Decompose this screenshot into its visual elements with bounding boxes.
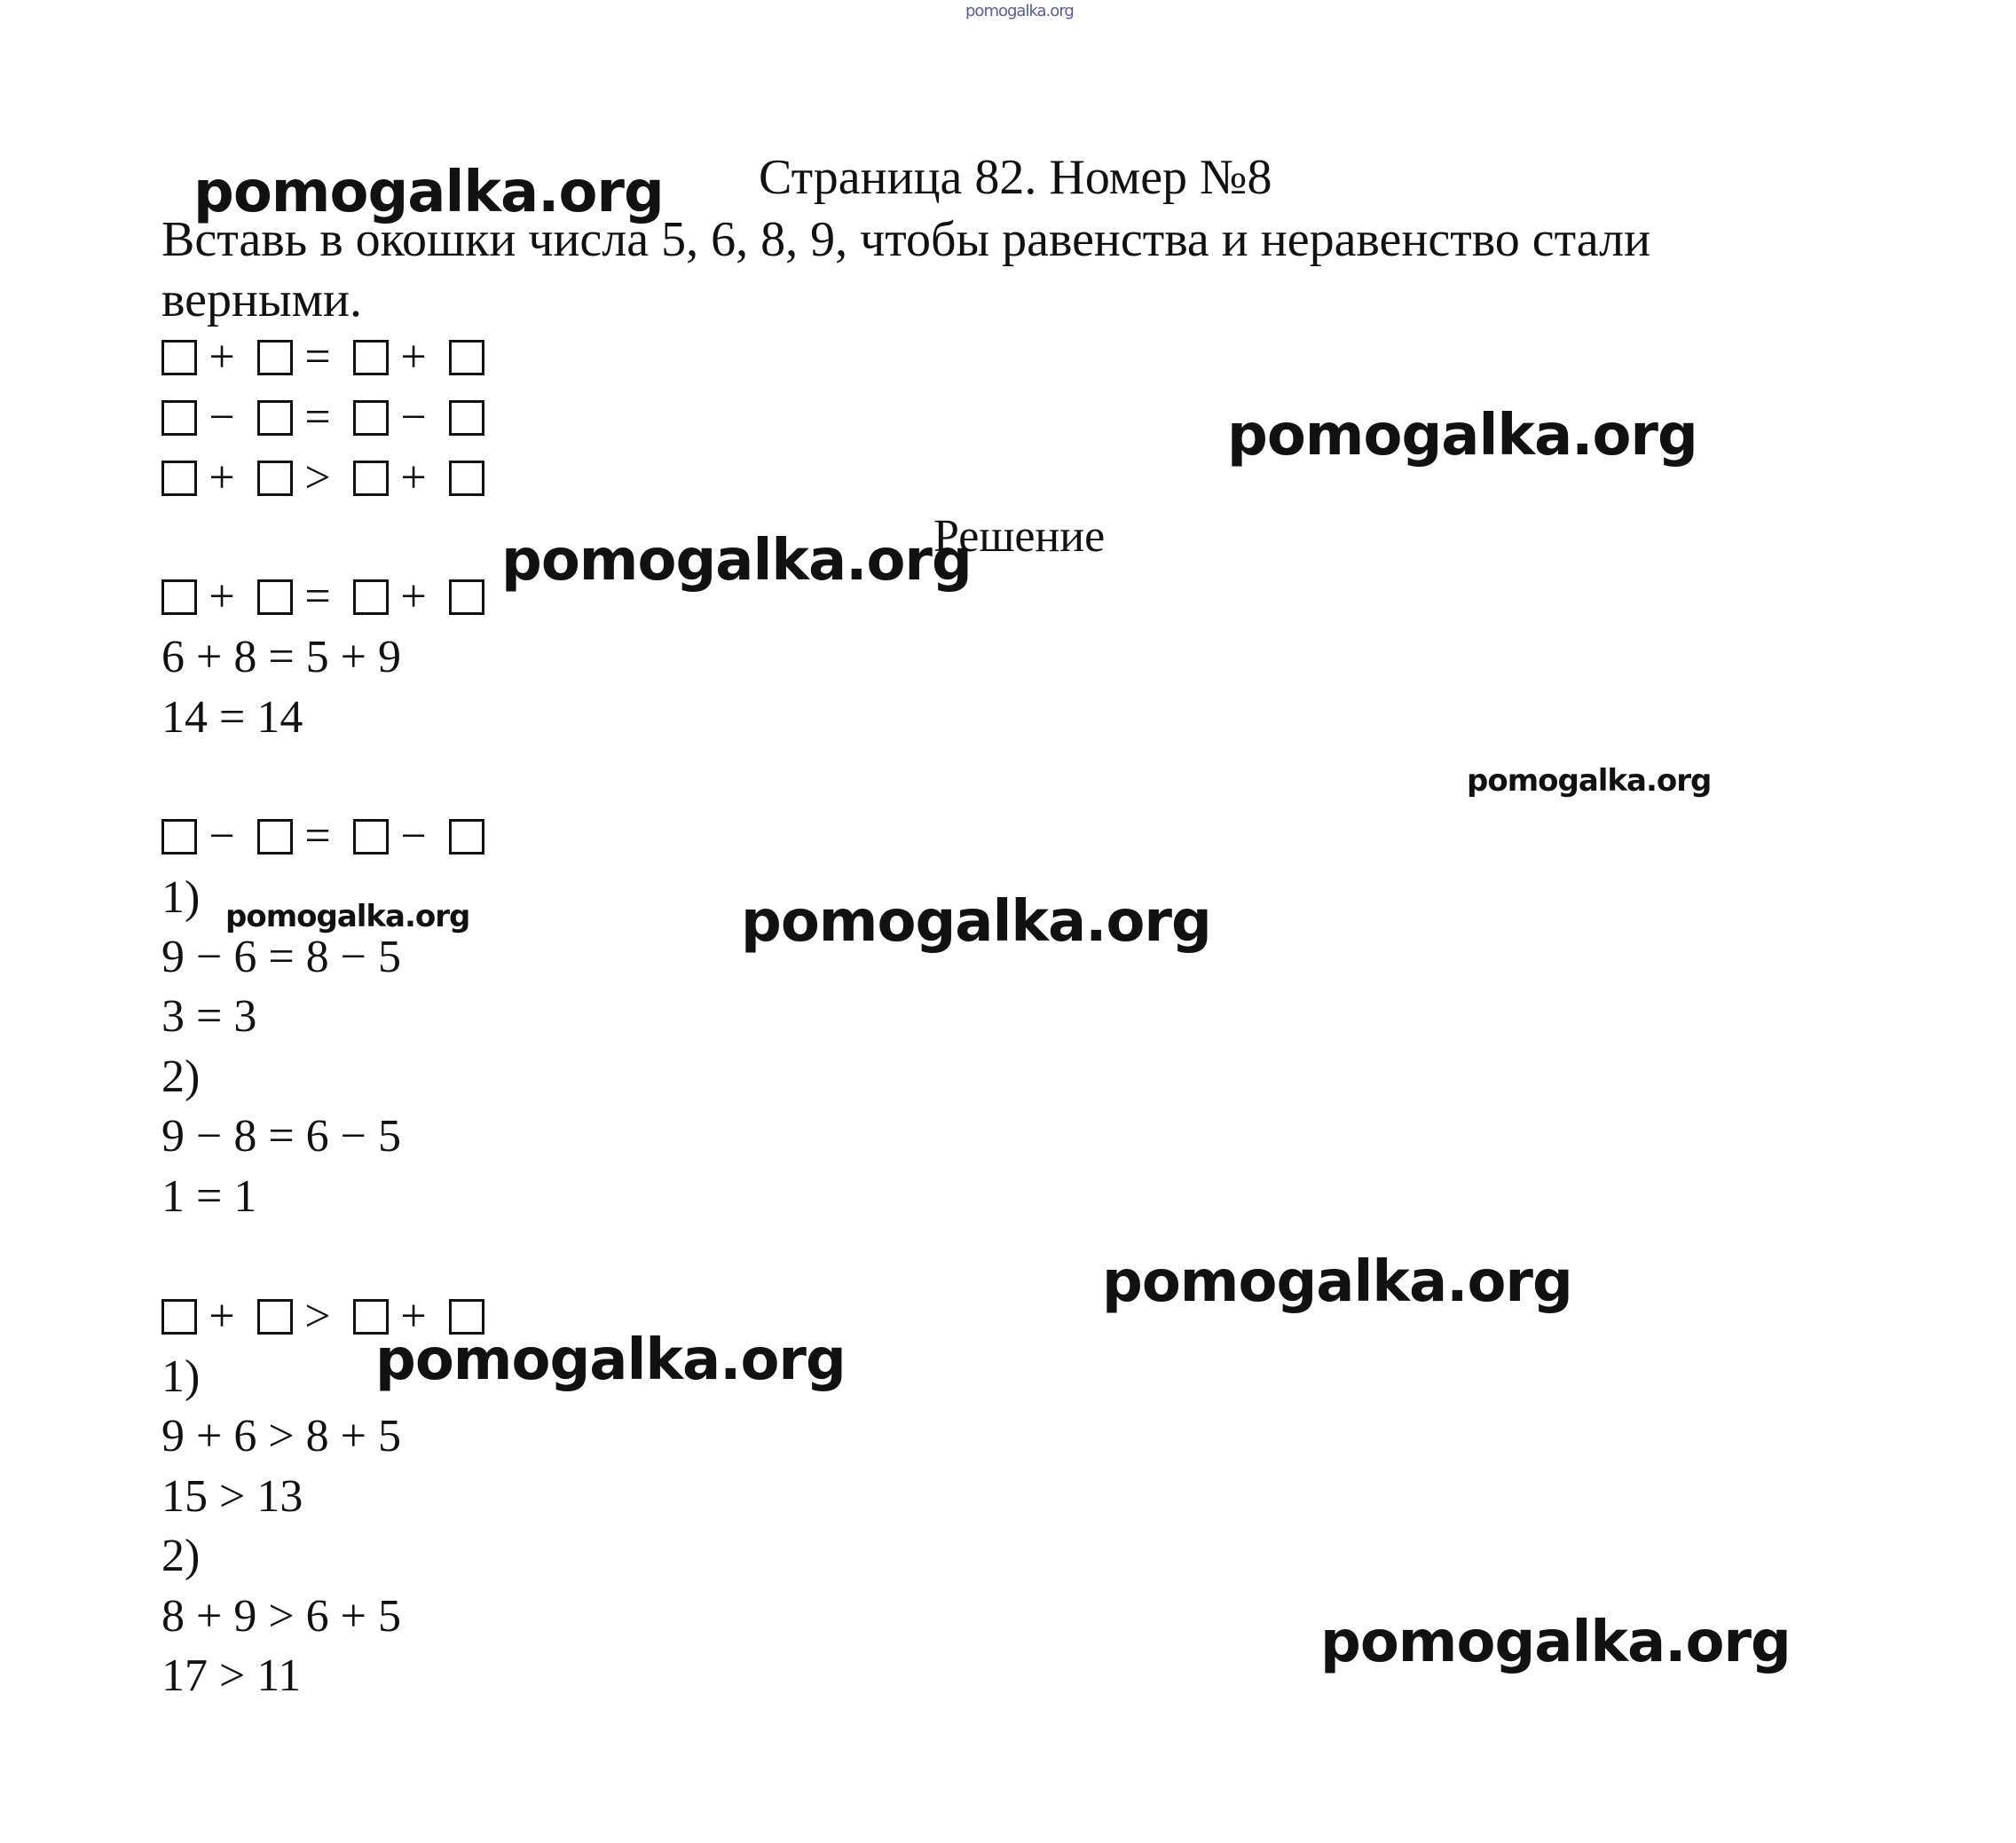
operator: = [304, 811, 331, 862]
operator: − [400, 811, 427, 862]
operator: > [304, 453, 331, 503]
blank-box [353, 579, 389, 615]
blank-box [257, 461, 293, 496]
watermark: pomogalka.org [1227, 403, 1697, 469]
operator: + [209, 332, 235, 382]
solution-pattern-addition-equality [161, 571, 484, 624]
pattern-addition-equality [161, 331, 484, 384]
task-text-line-2: верными. [161, 272, 362, 327]
page-title: Страница 82. Номер №8 [759, 150, 1272, 205]
blank-box [161, 579, 197, 615]
blank-box [353, 340, 389, 375]
equation-2-case-1-line-2: 3 = 3 [161, 991, 257, 1042]
blank-box [161, 1299, 197, 1335]
solution-title: Решение [933, 511, 1106, 562]
operator: − [209, 811, 235, 862]
blank-box [449, 579, 484, 615]
equation-2-case-2-label: 2) [161, 1051, 201, 1102]
blank-box [449, 400, 484, 436]
equation-3-case-1-line-2: 15 > 13 [161, 1471, 303, 1522]
blank-box [353, 461, 389, 496]
equation-2-case-2-line-2: 1 = 1 [161, 1171, 257, 1222]
blank-box [161, 400, 197, 436]
watermark: pomogalka.org [1467, 763, 1712, 799]
blank-box [257, 819, 293, 855]
blank-box [257, 579, 293, 615]
task-text-line-1: Вставь в окошки числа 5, 6, 8, 9, чтобы равенства и неравенство стали [161, 212, 1651, 267]
blank-box [161, 819, 197, 855]
equation-3-case-1-label: 1) [161, 1351, 201, 1402]
blank-box [353, 400, 389, 436]
blank-box [257, 400, 293, 436]
blank-box [161, 340, 197, 375]
blank-box [257, 340, 293, 375]
operator: > [304, 1291, 331, 1342]
watermark: pomogalka.org [375, 1327, 846, 1393]
watermark: pomogalka.org [741, 889, 1211, 955]
blank-box [449, 461, 484, 496]
equation-3-case-2-line-2: 17 > 11 [161, 1650, 302, 1701]
operator: + [400, 332, 427, 382]
operator: − [400, 392, 427, 443]
watermark: pomogalka.org [225, 899, 470, 934]
operator: + [209, 1291, 235, 1342]
equation-3-case-1-line-1: 9 + 6 > 8 + 5 [161, 1411, 401, 1461]
pattern-subtraction-equality [161, 391, 484, 445]
equation-2-case-1-line-1: 9 − 6 = 8 − 5 [161, 932, 401, 982]
watermark-top: pomogalka.org [965, 2, 1074, 20]
blank-box [161, 461, 197, 496]
operator: + [400, 1291, 427, 1342]
operator: − [209, 392, 235, 443]
watermark: pomogalka.org [193, 160, 664, 225]
equation-1-line-2: 14 = 14 [161, 692, 303, 743]
watermark: pomogalka.org [1320, 1610, 1791, 1675]
blank-box [353, 819, 389, 855]
operator: = [304, 571, 331, 622]
equation-2-case-1-label: 1) [161, 872, 201, 923]
solution-pattern-subtraction-equality [161, 810, 484, 863]
operator: + [400, 571, 427, 622]
operator: = [304, 332, 331, 382]
operator: = [304, 392, 331, 443]
equation-3-case-2-line-1: 8 + 9 > 6 + 5 [161, 1591, 401, 1642]
operator: + [209, 571, 235, 622]
blank-box [449, 819, 484, 855]
operator: + [400, 453, 427, 503]
watermark: pomogalka.org [1102, 1249, 1572, 1315]
pattern-addition-inequality [161, 452, 484, 505]
watermark: pomogalka.org [501, 528, 972, 594]
operator: + [209, 453, 235, 503]
equation-2-case-2-line-1: 9 − 8 = 6 − 5 [161, 1111, 401, 1162]
equation-3-case-2-label: 2) [161, 1531, 201, 1581]
equation-1-line-1: 6 + 8 = 5 + 9 [161, 632, 401, 682]
blank-box [449, 340, 484, 375]
blank-box [257, 1299, 293, 1335]
